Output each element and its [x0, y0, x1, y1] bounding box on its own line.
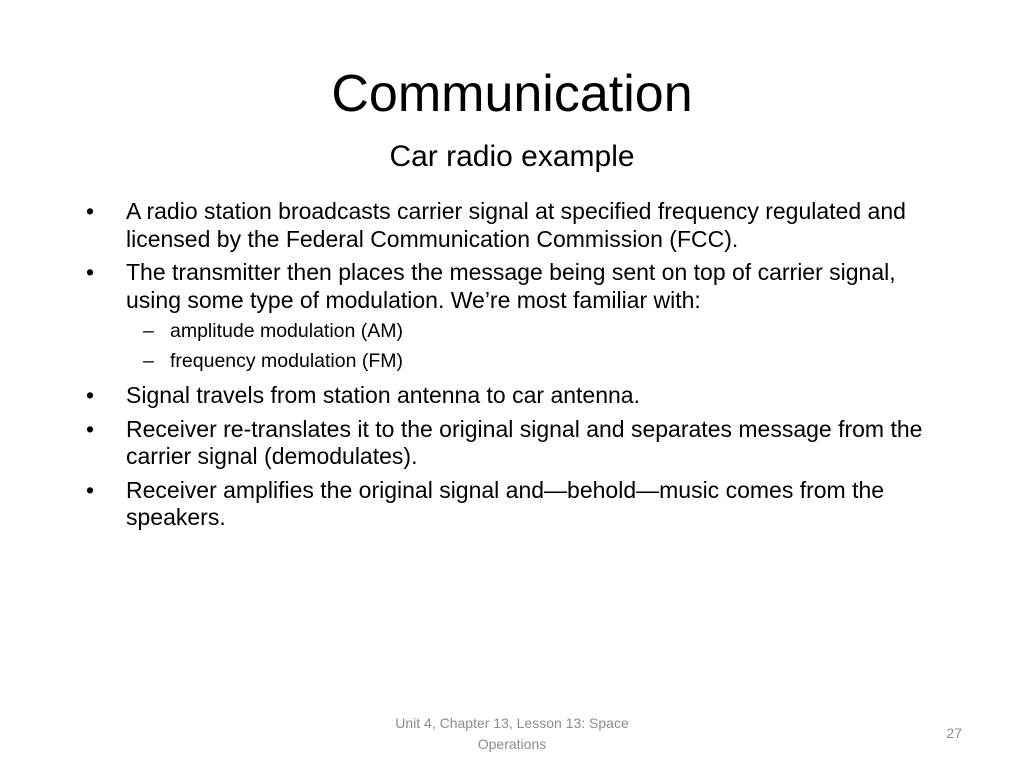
sub-bullet-item: [126, 346, 946, 376]
bullet-text: Receiver amplifies the original signal and—behold—music comes from the speakers.: [126, 476, 885, 530]
bullet-text: Receiver re-translates it to the original signal and separates message from the carrier signal (demodulates).: [126, 415, 923, 469]
bullet-item: [86, 477, 946, 532]
slide-body: [86, 198, 946, 538]
bullet-item: [86, 382, 946, 410]
sub-bullet-marker: –: [143, 320, 154, 342]
bullet-text: Signal travels from station antenna to car antenna.: [126, 382, 640, 408]
sub-bullet-marker: –: [143, 350, 154, 372]
bullet-item: [86, 198, 946, 253]
page-number: 27: [946, 725, 962, 741]
slide-footer: Unit 4, Chapter 13, Lesson 13: Space Operations: [395, 715, 629, 752]
sub-bullet-text: amplitude modulation (AM): [170, 320, 404, 342]
bullet-text: A radio station broadcasts carrier signal at specified frequency regulated and licensed by the Federal Communication Commission (FCC).: [126, 198, 906, 252]
bullet-marker: •: [86, 415, 95, 442]
bullet-marker: •: [86, 476, 95, 503]
bullet-list: [86, 198, 946, 532]
bullet-text: The transmitter then places the message being sent on top of carrier signal, using some type of modulation. We’re most familiar with:: [126, 259, 896, 313]
sub-bullet-item: [126, 316, 946, 346]
bullet-item: [86, 259, 946, 376]
bullet-marker: •: [86, 259, 95, 285]
sub-bullet-list: [126, 316, 946, 376]
slide-title: Communication: [331, 65, 693, 123]
slide-subtitle: Car radio example: [389, 140, 635, 173]
sub-bullet-text: frequency modulation (FM): [170, 350, 404, 372]
bullet-marker: •: [86, 198, 95, 224]
bullet-item: [86, 416, 946, 471]
bullet-marker: •: [86, 382, 95, 408]
